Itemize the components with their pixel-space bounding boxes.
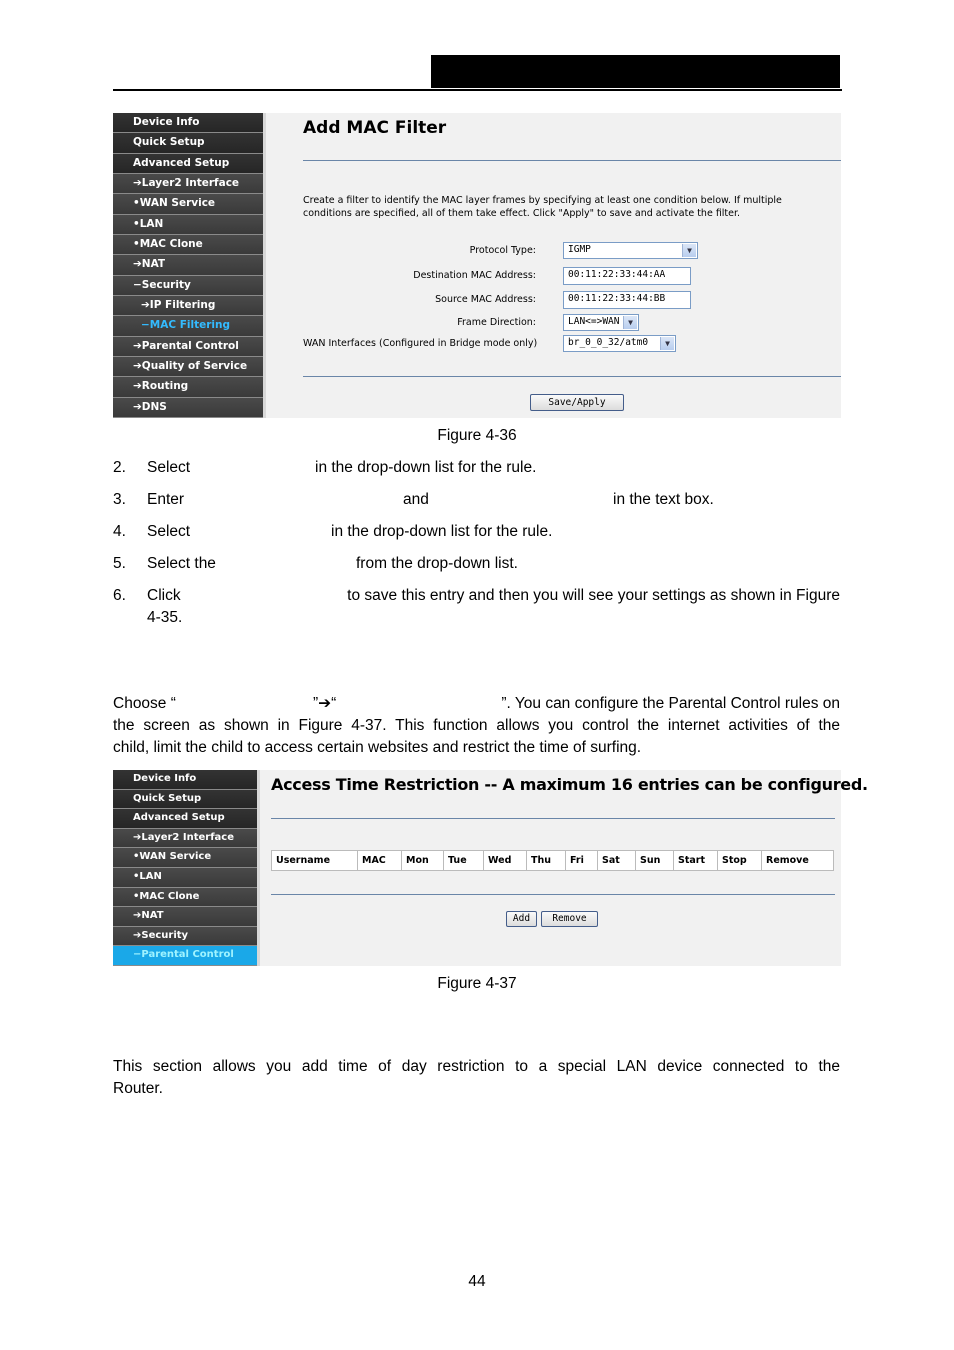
- column-header-sat: Sat: [598, 851, 636, 870]
- protocol-type-label: Protocol Type:: [469, 245, 536, 256]
- frame-direction-label: Frame Direction:: [457, 317, 536, 328]
- sidebar-item-quality-of-service[interactable]: ➔Quality of Service: [113, 357, 263, 377]
- step-6: 6. Click to save this entry and then you will see your settings as shown in Figure 4-35.: [113, 587, 840, 626]
- router-sidebar-2: [113, 770, 260, 966]
- step-3: 3. Enter and in the text box.: [113, 491, 714, 508]
- table-divider: [271, 894, 835, 895]
- form-divider: [303, 376, 841, 377]
- sidebar-item-security[interactable]: ➔Security: [113, 927, 257, 947]
- sidebar-item-mac-filtering[interactable]: −MAC Filtering: [113, 316, 263, 336]
- column-header-sun: Sun: [636, 851, 674, 870]
- sidebar-item-mac-clone[interactable]: •MAC Clone: [113, 235, 263, 255]
- source-mac-input[interactable]: 00:11:22:33:44:BB: [563, 291, 691, 309]
- header-rule: [113, 89, 842, 91]
- wan-interfaces-value: br_0_0_32/atm0: [568, 337, 649, 348]
- frame-direction-value: LAN<=>WAN: [568, 316, 620, 327]
- sidebar-item-device-info[interactable]: Device Info: [113, 113, 263, 133]
- step-4: 4. Select in the drop-down list for the rule.: [113, 523, 553, 540]
- column-header-stop: Stop: [718, 851, 762, 870]
- chevron-down-icon: ▼: [682, 244, 696, 257]
- sidebar-item-mac-clone[interactable]: •MAC Clone: [113, 888, 257, 908]
- step-5: 5. Select the from the drop-down list.: [113, 555, 518, 572]
- add-mac-filter-panel: [266, 113, 841, 418]
- column-header-username: Username: [272, 851, 358, 870]
- router-sidebar-1: [113, 113, 266, 418]
- sidebar-item-nat[interactable]: ➔NAT: [113, 255, 263, 275]
- destination-mac-input[interactable]: 00:11:22:33:44:AA: [563, 267, 691, 285]
- time-restriction-paragraph: This section allows you add time of day restriction to a special LAN device connected to the Router.: [113, 1058, 840, 1097]
- sidebar-item-advanced-setup[interactable]: Advanced Setup: [113, 154, 263, 174]
- column-header-start: Start: [674, 851, 718, 870]
- sidebar-item-layer2-interface[interactable]: ➔Layer2 Interface: [113, 174, 263, 194]
- filter-description: Create a filter to identify the MAC layer frames by specifying at least one condition below. If multiple conditions are specified, all of them take effect. Click "Apply" to save and activate the filter.: [303, 195, 782, 219]
- sidebar-item-parental-control[interactable]: ➔Parental Control: [113, 337, 263, 357]
- title-divider: [271, 818, 835, 819]
- save-apply-button[interactable]: Save/Apply: [530, 394, 624, 411]
- sidebar-item-routing[interactable]: ➔Routing: [113, 377, 263, 397]
- panel-title: Add MAC Filter: [303, 118, 447, 138]
- wan-interfaces-label: WAN Interfaces (Configured in Bridge mode only): [303, 338, 538, 349]
- column-header-tue: Tue: [444, 851, 484, 870]
- header-black-bar: [431, 55, 840, 88]
- destination-mac-label: Destination MAC Address:: [413, 270, 536, 281]
- column-header-wed: Wed: [484, 851, 527, 870]
- sidebar-item-device-info[interactable]: Device Info: [113, 770, 257, 790]
- parental-control-paragraph: Choose “ ”➔“ ”. You can configure the Parental Control rules on the screen as shown in Figure 4-37. This function allows you control the internet activities of the child, limit the child to access certain websites and restrict the time of surfing.: [113, 695, 840, 756]
- sidebar-item-advanced-setup[interactable]: Advanced Setup: [113, 809, 257, 829]
- frame-direction-select[interactable]: [563, 314, 639, 331]
- restriction-table-header: [271, 850, 834, 871]
- column-header-mon: Mon: [402, 851, 444, 870]
- protocol-type-select[interactable]: [563, 242, 698, 259]
- wan-interfaces-select[interactable]: [563, 335, 676, 352]
- column-header-thu: Thu: [527, 851, 566, 870]
- protocol-type-value: IGMP: [568, 244, 591, 255]
- sidebar-item-wan-service[interactable]: •WAN Service: [113, 848, 257, 868]
- page-number: 44: [468, 1273, 486, 1290]
- sidebar-item-layer2-interface[interactable]: ➔Layer2 Interface: [113, 829, 257, 849]
- panel-title: Access Time Restriction -- A maximum 16 entries can be configured.: [271, 775, 868, 794]
- sidebar-item-wan-service[interactable]: •WAN Service: [113, 194, 263, 214]
- column-header-remove: Remove: [766, 855, 809, 866]
- column-header-mac: MAC: [358, 851, 402, 870]
- sidebar-item-dns[interactable]: ➔DNS: [113, 398, 263, 418]
- sidebar-item-quick-setup[interactable]: Quick Setup: [113, 133, 263, 153]
- chevron-down-icon: ▼: [623, 316, 637, 329]
- sidebar-item-parental-control[interactable]: −Parental Control: [113, 946, 257, 966]
- step-2: 2. Select in the drop-down list for the rule.: [113, 459, 537, 476]
- source-mac-label: Source MAC Address:: [435, 294, 536, 305]
- sidebar-item-quick-setup[interactable]: Quick Setup: [113, 790, 257, 810]
- remove-button[interactable]: Remove: [541, 911, 598, 927]
- sidebar-item-lan[interactable]: •LAN: [113, 215, 263, 235]
- figure-caption-37: Figure 4-37: [437, 975, 517, 992]
- add-button[interactable]: Add: [506, 911, 537, 927]
- sidebar-item-security[interactable]: −Security: [113, 276, 263, 296]
- sidebar-item-lan[interactable]: •LAN: [113, 868, 257, 888]
- figure-caption-36: Figure 4-36: [437, 427, 517, 444]
- column-header-fri: Fri: [566, 851, 598, 870]
- sidebar-item-nat[interactable]: ➔NAT: [113, 907, 257, 927]
- access-time-restriction-panel: [260, 770, 868, 966]
- sidebar-item-ip-filtering[interactable]: ➔IP Filtering: [113, 296, 263, 316]
- title-divider: [303, 160, 841, 161]
- chevron-down-icon: ▼: [660, 337, 674, 350]
